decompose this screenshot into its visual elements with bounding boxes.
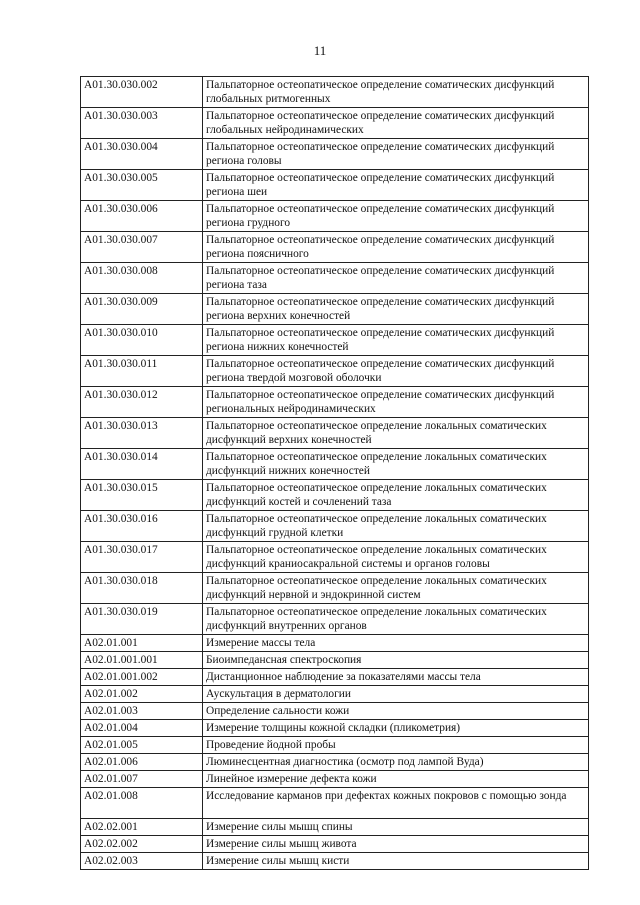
- table-row: [81, 170, 589, 201]
- table-row: [81, 232, 589, 263]
- service-name-cell: Пальпаторное остеопатическое определение соматических дисфункций региональных нейродинамических: [203, 387, 589, 418]
- service-name-cell: Измерение силы мышц живота: [203, 836, 589, 853]
- service-code-cell: A02.01.001.002: [81, 669, 203, 686]
- table-row: [81, 686, 589, 703]
- service-code-cell: A02.01.005: [81, 737, 203, 754]
- table-row: [81, 669, 589, 686]
- service-code-cell: A01.30.030.011: [81, 356, 203, 387]
- service-code-cell: A02.02.001: [81, 819, 203, 836]
- table-row: [81, 356, 589, 387]
- service-code-cell: A01.30.030.006: [81, 201, 203, 232]
- service-code-cell: A02.01.002: [81, 686, 203, 703]
- service-code-cell: A01.30.030.017: [81, 542, 203, 573]
- service-name-cell: Пальпаторное остеопатическое определение локальных соматических дисфункций нижних конечностей: [203, 449, 589, 480]
- service-code-cell: A02.02.003: [81, 853, 203, 870]
- service-code-cell: A01.30.030.013: [81, 418, 203, 449]
- table-row: [81, 652, 589, 669]
- service-code-cell: A01.30.030.014: [81, 449, 203, 480]
- table-row: [81, 853, 589, 870]
- service-code-cell: A01.30.030.003: [81, 108, 203, 139]
- service-code-cell: A01.30.030.010: [81, 325, 203, 356]
- service-name-cell: Пальпаторное остеопатическое определение соматических дисфункций региона твердой мозговой оболочки: [203, 356, 589, 387]
- table-row: [81, 703, 589, 720]
- service-name-cell: Аускультация в дерматологии: [203, 686, 589, 703]
- table-row: [81, 737, 589, 754]
- service-name-cell: Измерение силы мышц спины: [203, 819, 589, 836]
- service-code-cell: A01.30.030.015: [81, 480, 203, 511]
- service-name-cell: Пальпаторное остеопатическое определение локальных соматических дисфункций грудной клетки: [203, 511, 589, 542]
- service-code-cell: A01.30.030.016: [81, 511, 203, 542]
- table-row: [81, 573, 589, 604]
- table-row: [81, 511, 589, 542]
- table-row: [81, 201, 589, 232]
- service-code-cell: A02.01.004: [81, 720, 203, 737]
- service-code-cell: A01.30.030.012: [81, 387, 203, 418]
- service-code-cell: A01.30.030.007: [81, 232, 203, 263]
- service-name-cell: Пальпаторное остеопатическое определение локальных соматических дисфункций костей и сочленений таза: [203, 480, 589, 511]
- service-code-cell: A02.01.003: [81, 703, 203, 720]
- service-code-cell: A02.01.006: [81, 754, 203, 771]
- table-row: [81, 771, 589, 788]
- table-row: [81, 836, 589, 853]
- service-code-cell: A01.30.030.018: [81, 573, 203, 604]
- service-name-cell: Люминесцентная диагностика (осмотр под лампой Вуда): [203, 754, 589, 771]
- table-row: [81, 604, 589, 635]
- service-name-cell: Пальпаторное остеопатическое определение соматических дисфункций региона таза: [203, 263, 589, 294]
- table-row: [81, 294, 589, 325]
- service-name-cell: Пальпаторное остеопатическое определение соматических дисфункций региона нижних конечностей: [203, 325, 589, 356]
- service-name-cell: Пальпаторное остеопатическое определение локальных соматических дисфункций верхних конечностей: [203, 418, 589, 449]
- service-code-cell: A02.02.002: [81, 836, 203, 853]
- services-table-body: [81, 77, 589, 870]
- service-name-cell: Исследование карманов при дефектах кожных покровов с помощью зонда: [203, 788, 589, 819]
- services-table: [80, 76, 589, 870]
- service-code-cell: A01.30.030.019: [81, 604, 203, 635]
- service-name-cell: Измерение толщины кожной складки (пликометрия): [203, 720, 589, 737]
- service-name-cell: Пальпаторное остеопатическое определение соматических дисфункций региона шеи: [203, 170, 589, 201]
- service-name-cell: Биоимпедансная спектроскопия: [203, 652, 589, 669]
- table-row: [81, 77, 589, 108]
- service-name-cell: Линейное измерение дефекта кожи: [203, 771, 589, 788]
- service-name-cell: Дистанционное наблюдение за показателями массы тела: [203, 669, 589, 686]
- table-row: [81, 542, 589, 573]
- page-number: 11: [313, 43, 327, 58]
- service-name-cell: Определение сальности кожи: [203, 703, 589, 720]
- table-row: [81, 754, 589, 771]
- service-name-cell: Пальпаторное остеопатическое определение соматических дисфункций глобальных ритмогенных: [203, 77, 589, 108]
- table-row: [81, 325, 589, 356]
- table-row: [81, 108, 589, 139]
- service-code-cell: A01.30.030.008: [81, 263, 203, 294]
- table-row: [81, 263, 589, 294]
- service-code-cell: A01.30.030.004: [81, 139, 203, 170]
- service-name-cell: Пальпаторное остеопатическое определение соматических дисфункций региона поясничного: [203, 232, 589, 263]
- table-row: [81, 788, 589, 819]
- service-name-cell: Измерение силы мышц кисти: [203, 853, 589, 870]
- service-code-cell: A02.01.008: [81, 788, 203, 819]
- table-row: [81, 819, 589, 836]
- service-name-cell: Пальпаторное остеопатическое определение локальных соматических дисфункций нервной и эндокринной систем: [203, 573, 589, 604]
- table-row: [81, 720, 589, 737]
- table-row: [81, 139, 589, 170]
- service-name-cell: Пальпаторное остеопатическое определение локальных соматических дисфункций краниосакральной системы и органов головы: [203, 542, 589, 573]
- service-name-cell: Пальпаторное остеопатическое определение соматических дисфункций региона головы: [203, 139, 589, 170]
- service-code-cell: A02.01.007: [81, 771, 203, 788]
- service-code-cell: A01.30.030.005: [81, 170, 203, 201]
- service-name-cell: Пальпаторное остеопатическое определение соматических дисфункций глобальных нейродинамических: [203, 108, 589, 139]
- table-row: [81, 480, 589, 511]
- service-name-cell: Пальпаторное остеопатическое определение локальных соматических дисфункций внутренних органов: [203, 604, 589, 635]
- service-code-cell: A01.30.030.002: [81, 77, 203, 108]
- service-name-cell: Пальпаторное остеопатическое определение соматических дисфункций региона грудного: [203, 201, 589, 232]
- service-name-cell: Пальпаторное остеопатическое определение соматических дисфункций региона верхних конечностей: [203, 294, 589, 325]
- service-code-cell: A01.30.030.009: [81, 294, 203, 325]
- table-row: [81, 635, 589, 652]
- service-code-cell: A02.01.001: [81, 635, 203, 652]
- table-row: [81, 387, 589, 418]
- table-row: [81, 418, 589, 449]
- service-name-cell: Измерение массы тела: [203, 635, 589, 652]
- table-row: [81, 449, 589, 480]
- service-name-cell: Проведение йодной пробы: [203, 737, 589, 754]
- service-code-cell: A02.01.001.001: [81, 652, 203, 669]
